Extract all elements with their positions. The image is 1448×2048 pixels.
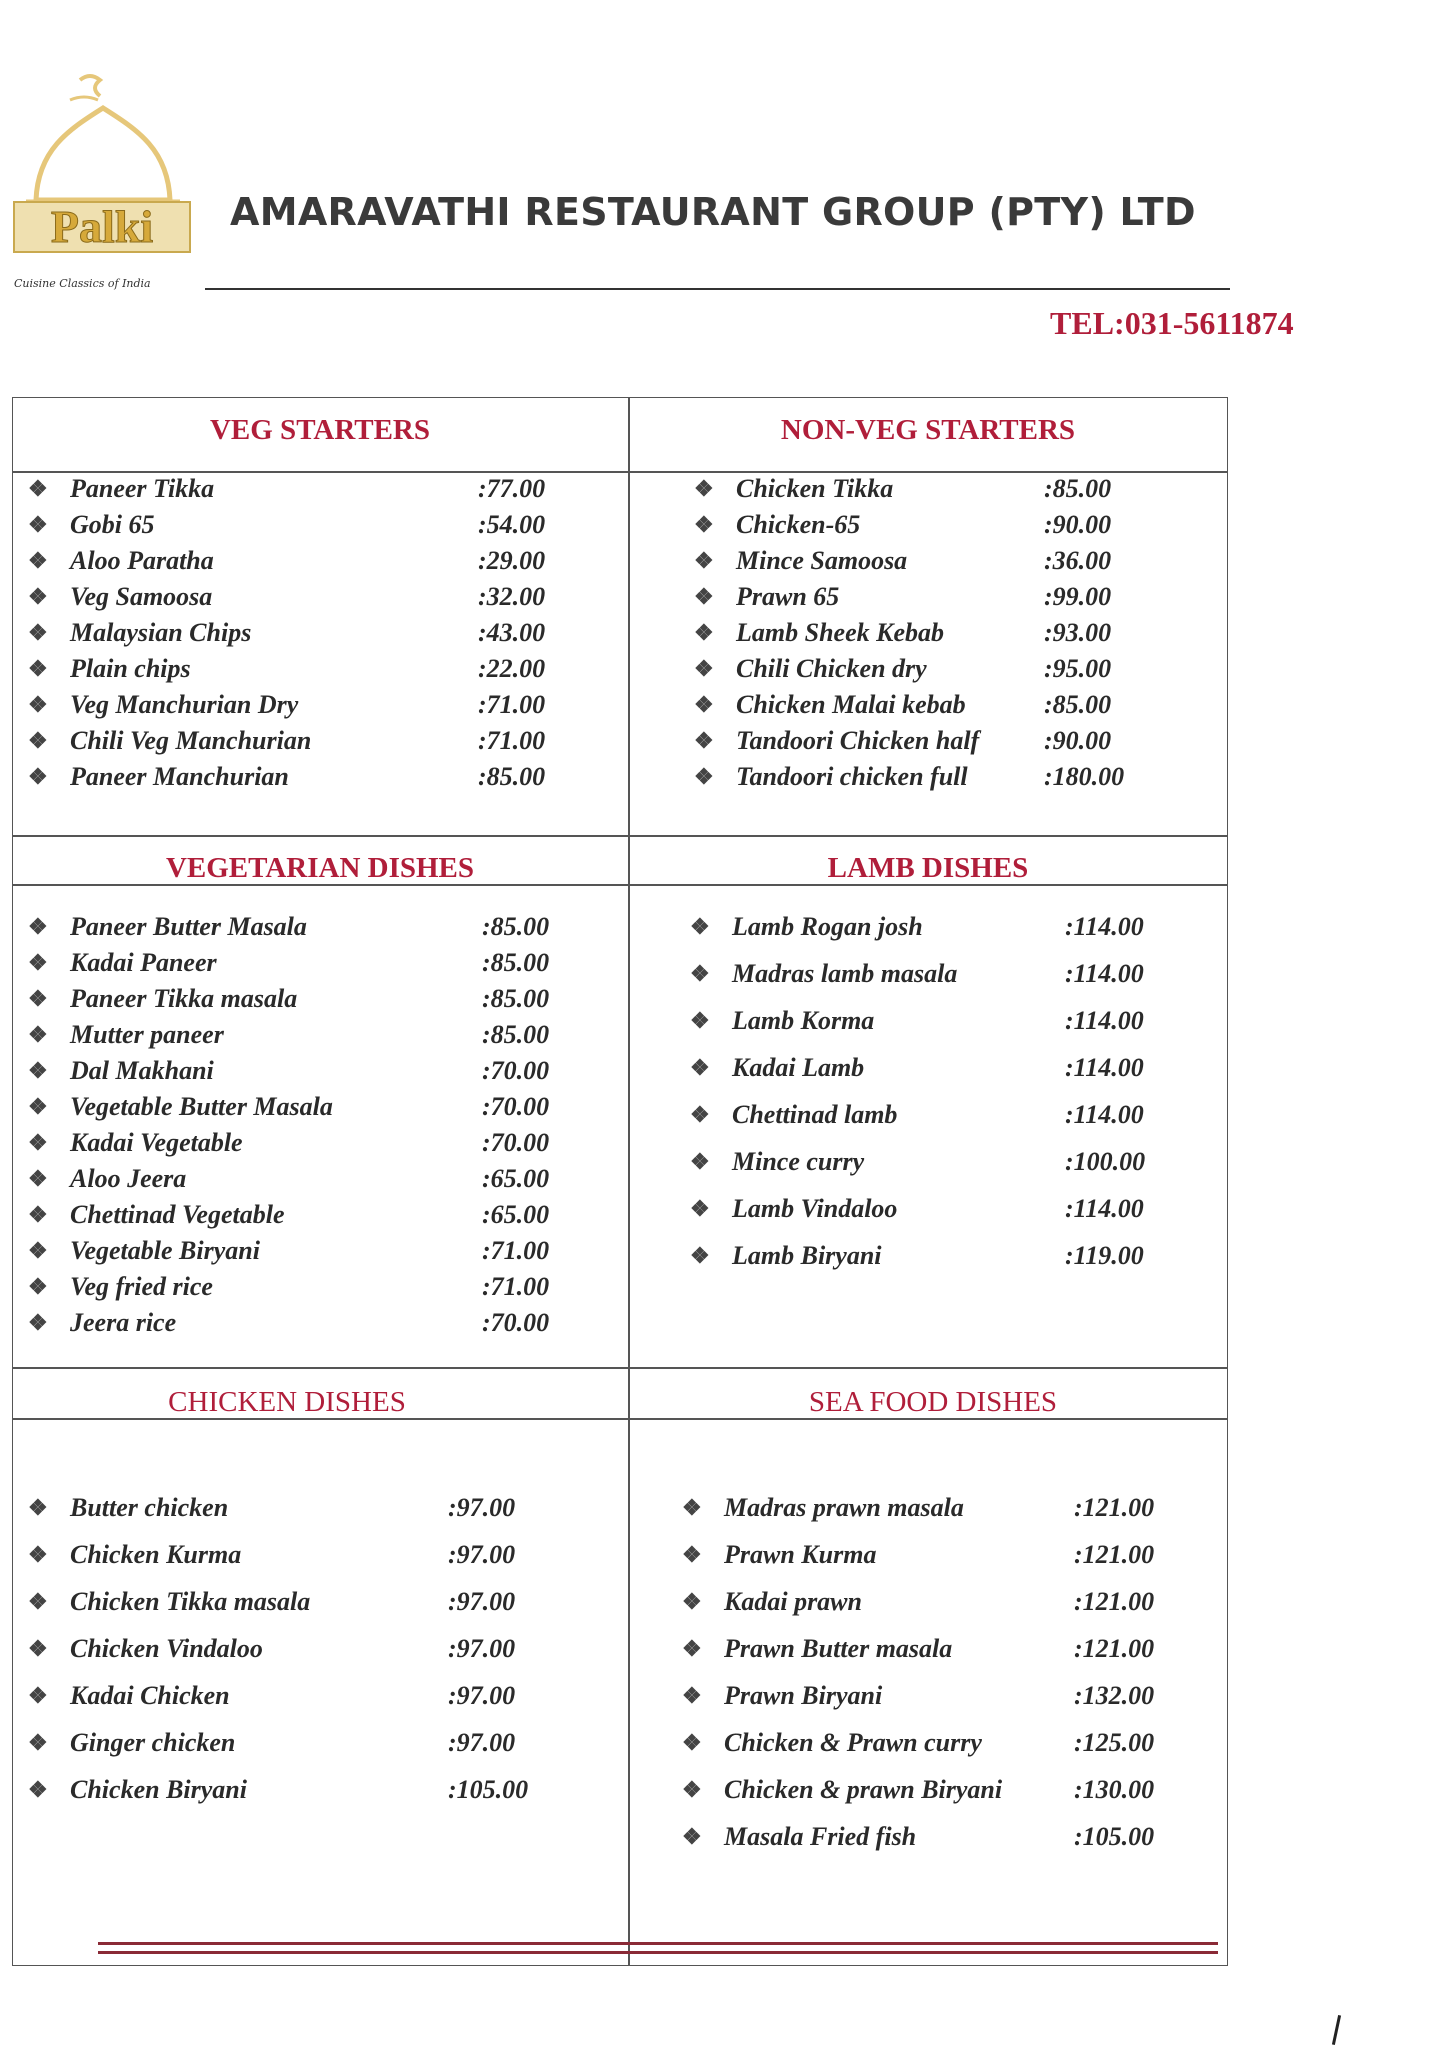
menu-item-price: :97.00 xyxy=(448,1681,516,1710)
diamond-bullet-icon: ❖ xyxy=(28,1683,48,1708)
menu-item-name: Ginger chicken xyxy=(70,1728,236,1757)
diamond-bullet-icon: ❖ xyxy=(28,548,48,573)
menu-item-name: Mutter paneer xyxy=(70,1020,224,1049)
diamond-bullet-icon: ❖ xyxy=(28,950,48,975)
menu-item-name: Lamb Rogan josh xyxy=(732,912,923,941)
diamond-bullet-icon: ❖ xyxy=(28,1202,48,1227)
diamond-bullet-icon: ❖ xyxy=(28,1310,48,1335)
menu-item-name: Chicken Biryani xyxy=(70,1775,247,1804)
menu-item-name: Lamb Sheek Kebab xyxy=(736,618,944,647)
menu-item-name: Mince curry xyxy=(732,1147,865,1176)
menu-item-name: Vegetable Biryani xyxy=(70,1236,260,1265)
diamond-bullet-icon: ❖ xyxy=(682,1683,702,1708)
menu-item-name: Aloo Paratha xyxy=(70,546,214,575)
menu-item-price: :65.00 xyxy=(482,1164,550,1193)
menu-item-name: Tandoori Chicken half xyxy=(736,726,980,755)
diamond-bullet-icon: ❖ xyxy=(690,1008,710,1033)
menu-item-price: :85.00 xyxy=(478,762,546,791)
menu-item-price: :121.00 xyxy=(1074,1587,1155,1616)
diamond-bullet-icon: ❖ xyxy=(690,1196,710,1221)
menu-item-name: Malaysian Chips xyxy=(70,618,252,647)
section-title-seafood-dishes: SEA FOOD DISHES xyxy=(808,1386,1058,1418)
diamond-bullet-icon: ❖ xyxy=(694,476,714,501)
company-name: AMARAVATHI RESTAURANT GROUP (PTY) LTD xyxy=(230,190,1196,234)
diamond-bullet-icon: ❖ xyxy=(28,986,48,1011)
menu-item-name: Chicken & Prawn curry xyxy=(724,1728,982,1757)
diamond-bullet-icon: ❖ xyxy=(694,764,714,789)
menu-item-name: Mince Samoosa xyxy=(736,546,908,575)
menu-item-name: Aloo Jeera xyxy=(70,1164,187,1193)
menu-item-name: Paneer Tikka xyxy=(70,474,215,503)
menu-item-name: Chicken Tikka masala xyxy=(70,1587,311,1616)
diamond-bullet-icon: ❖ xyxy=(690,961,710,986)
diamond-bullet-icon: ❖ xyxy=(694,728,714,753)
diamond-bullet-icon: ❖ xyxy=(694,656,714,681)
telephone: TEL:031-5611874 xyxy=(1050,305,1294,341)
menu-item-price: :43.00 xyxy=(478,618,546,647)
menu-item-name: Butter chicken xyxy=(70,1493,229,1522)
diamond-bullet-icon: ❖ xyxy=(28,914,48,939)
menu-item-name: Prawn Kurma xyxy=(724,1540,877,1569)
menu-item-name: Chicken Kurma xyxy=(70,1540,242,1569)
diamond-bullet-icon: ❖ xyxy=(682,1495,702,1520)
menu-item-price: :85.00 xyxy=(482,984,550,1013)
diamond-bullet-icon: ❖ xyxy=(28,1238,48,1263)
diamond-bullet-icon: ❖ xyxy=(694,548,714,573)
menu-item-name: Lamb Korma xyxy=(732,1006,875,1035)
diamond-bullet-icon: ❖ xyxy=(28,512,48,537)
menu-item-name: Kadai Vegetable xyxy=(70,1128,243,1157)
menu-item-name: Plain chips xyxy=(70,654,191,683)
menu-item-name: Paneer Butter Masala xyxy=(70,912,307,941)
diamond-bullet-icon: ❖ xyxy=(28,1022,48,1047)
diamond-bullet-icon: ❖ xyxy=(690,1102,710,1127)
diamond-bullet-icon: ❖ xyxy=(28,1094,48,1119)
menu-item-name: Veg Samoosa xyxy=(70,582,213,611)
diamond-bullet-icon: ❖ xyxy=(28,764,48,789)
menu-item-name: Kadai prawn xyxy=(724,1587,862,1616)
menu-item-price: :71.00 xyxy=(482,1236,550,1265)
pen-mark xyxy=(1332,2015,1341,2045)
logo-tagline: Cuisine Classics of India xyxy=(14,277,151,290)
menu-item-name: Masala Fried fish xyxy=(724,1822,917,1851)
menu-item-price: :32.00 xyxy=(478,582,546,611)
diamond-bullet-icon: ❖ xyxy=(682,1777,702,1802)
diamond-bullet-icon: ❖ xyxy=(28,476,48,501)
menu-item-price: :114.00 xyxy=(1065,1100,1144,1129)
menu-item-name: Kadai Chicken xyxy=(70,1681,230,1710)
menu-item-name: Chili Chicken dry xyxy=(736,654,927,683)
menu-item-name: Chicken Vindaloo xyxy=(70,1634,263,1663)
header-divider xyxy=(205,288,1230,290)
menu-item-price: :71.00 xyxy=(478,726,546,755)
section-title-nonveg-starters: NON-VEG STARTERS xyxy=(780,414,1076,446)
menu-item-price: :97.00 xyxy=(448,1587,516,1616)
logo-text: Palki xyxy=(50,201,154,252)
row-divider xyxy=(12,835,1228,837)
row-divider xyxy=(12,1367,1228,1369)
section-title-veg-starters: VEG STARTERS xyxy=(209,414,431,446)
menu-item-name: Madras lamb masala xyxy=(732,959,958,988)
menu-item-price: :180.00 xyxy=(1044,762,1125,791)
diamond-bullet-icon: ❖ xyxy=(682,1589,702,1614)
menu-item-price: :36.00 xyxy=(1044,546,1112,575)
menu-item-price: :97.00 xyxy=(448,1728,516,1757)
menu-item-price: :77.00 xyxy=(478,474,546,503)
diamond-bullet-icon: ❖ xyxy=(690,1055,710,1080)
menu-item-name: Prawn Biryani xyxy=(724,1681,883,1710)
menu-item-name: Chettinad Vegetable xyxy=(70,1200,285,1229)
menu-item-name: Gobi 65 xyxy=(70,510,155,539)
diamond-bullet-icon: ❖ xyxy=(28,692,48,717)
menu-item-name: Dal Makhani xyxy=(70,1056,214,1085)
diamond-bullet-icon: ❖ xyxy=(28,1495,48,1520)
menu-item-price: :85.00 xyxy=(482,1020,550,1049)
menu-item-name: Jeera rice xyxy=(70,1308,177,1337)
palki-logo xyxy=(8,70,198,302)
menu-item-price: :121.00 xyxy=(1074,1634,1155,1663)
menu-item-price: :22.00 xyxy=(478,654,546,683)
menu-item-name: Kadai Lamb xyxy=(732,1053,865,1082)
menu-item-price: :70.00 xyxy=(482,1056,550,1085)
diamond-bullet-icon: ❖ xyxy=(690,914,710,939)
menu-item-name: Madras prawn masala xyxy=(724,1493,964,1522)
menu-item-price: :105.00 xyxy=(448,1775,529,1804)
menu-item-name: Chicken-65 xyxy=(736,510,861,539)
diamond-bullet-icon: ❖ xyxy=(28,1058,48,1083)
menu-item-price: :121.00 xyxy=(1074,1493,1155,1522)
diamond-bullet-icon: ❖ xyxy=(694,620,714,645)
menu-item-price: :85.00 xyxy=(482,912,550,941)
diamond-bullet-icon: ❖ xyxy=(28,1274,48,1299)
diamond-bullet-icon: ❖ xyxy=(28,1166,48,1191)
menu-item-price: :70.00 xyxy=(482,1308,550,1337)
menu-item-price: :114.00 xyxy=(1065,1006,1144,1035)
diamond-bullet-icon: ❖ xyxy=(28,656,48,681)
menu-item-price: :100.00 xyxy=(1065,1147,1146,1176)
menu-item-name: Paneer Manchurian xyxy=(70,762,289,791)
menu-item-name: Chettinad lamb xyxy=(732,1100,898,1129)
menu-item-price: :93.00 xyxy=(1044,618,1112,647)
menu-item-price: :85.00 xyxy=(482,948,550,977)
diamond-bullet-icon: ❖ xyxy=(28,620,48,645)
diamond-bullet-icon: ❖ xyxy=(28,1777,48,1802)
menu-item-name: Veg fried rice xyxy=(70,1272,213,1301)
menu-item-price: :71.00 xyxy=(478,690,546,719)
menu-item-price: :65.00 xyxy=(482,1200,550,1229)
menu-item-price: :85.00 xyxy=(1044,690,1112,719)
menu-item-name: Chili Veg Manchurian xyxy=(70,726,312,755)
diamond-bullet-icon: ❖ xyxy=(28,1589,48,1614)
menu-item-price: :70.00 xyxy=(482,1092,550,1121)
menu-item-price: :119.00 xyxy=(1065,1241,1144,1270)
menu-item-price: :114.00 xyxy=(1065,959,1144,988)
menu-item-price: :99.00 xyxy=(1044,582,1112,611)
menu-item-price: :29.00 xyxy=(478,546,546,575)
menu-item-name: Lamb Vindaloo xyxy=(732,1194,898,1223)
menu-item-price: :97.00 xyxy=(448,1540,516,1569)
menu-item-name: Tandoori chicken full xyxy=(736,762,968,791)
menu-item-price: :71.00 xyxy=(482,1272,550,1301)
diamond-bullet-icon: ❖ xyxy=(28,584,48,609)
diamond-bullet-icon: ❖ xyxy=(28,1730,48,1755)
diamond-bullet-icon: ❖ xyxy=(682,1730,702,1755)
menu-item-name: Kadai Paneer xyxy=(70,948,217,977)
menu-item-price: :97.00 xyxy=(448,1634,516,1663)
menu-item-name: Lamb Biryani xyxy=(732,1241,882,1270)
section-title-chicken-dishes: CHICKEN DISHES xyxy=(168,1386,406,1418)
menu-item-price: :114.00 xyxy=(1065,912,1144,941)
menu-item-name: Chicken & prawn Biryani xyxy=(724,1775,1003,1804)
diamond-bullet-icon: ❖ xyxy=(28,1130,48,1155)
dome-logo-icon xyxy=(8,70,198,270)
diamond-bullet-icon: ❖ xyxy=(28,1542,48,1567)
menu-item-price: :121.00 xyxy=(1074,1540,1155,1569)
column-divider xyxy=(628,397,630,1966)
diamond-bullet-icon: ❖ xyxy=(28,728,48,753)
diamond-bullet-icon: ❖ xyxy=(694,584,714,609)
menu-item-name: Vegetable Butter Masala xyxy=(70,1092,333,1121)
menu-item-price: :114.00 xyxy=(1065,1053,1144,1082)
menu-item-price: :90.00 xyxy=(1044,726,1112,755)
diamond-bullet-icon: ❖ xyxy=(690,1243,710,1268)
section-title-lamb-dishes: LAMB DISHES xyxy=(827,852,1029,884)
section-title-vegetarian-dishes: VEGETARIAN DISHES xyxy=(165,852,475,884)
menu-item-price: :130.00 xyxy=(1074,1775,1155,1804)
diamond-bullet-icon: ❖ xyxy=(694,512,714,537)
menu-item-name: Prawn 65 xyxy=(736,582,840,611)
menu-item-price: :90.00 xyxy=(1044,510,1112,539)
menu-item-price: :114.00 xyxy=(1065,1194,1144,1223)
menu-item-name: Prawn Butter masala xyxy=(724,1634,953,1663)
menu-item-price: :70.00 xyxy=(482,1128,550,1157)
menu-item-price: :132.00 xyxy=(1074,1681,1155,1710)
menu-item-price: :85.00 xyxy=(1044,474,1112,503)
menu-item-price: :105.00 xyxy=(1074,1822,1155,1851)
menu-item-price: :54.00 xyxy=(478,510,546,539)
menu-item-name: Veg Manchurian Dry xyxy=(70,690,299,719)
diamond-bullet-icon: ❖ xyxy=(682,1542,702,1567)
diamond-bullet-icon: ❖ xyxy=(28,1636,48,1661)
menu-item-name: Chicken Malai kebab xyxy=(736,690,966,719)
menu-item-price: :95.00 xyxy=(1044,654,1112,683)
menu-item-name: Chicken Tikka xyxy=(736,474,894,503)
menu-item-name: Paneer Tikka masala xyxy=(70,984,298,1013)
menu-item-price: :125.00 xyxy=(1074,1728,1155,1757)
diamond-bullet-icon: ❖ xyxy=(682,1636,702,1661)
diamond-bullet-icon: ❖ xyxy=(694,692,714,717)
row-divider xyxy=(12,471,1228,473)
diamond-bullet-icon: ❖ xyxy=(682,1824,702,1849)
menu-item-price: :97.00 xyxy=(448,1493,516,1522)
footer-rule xyxy=(98,1942,1218,1954)
diamond-bullet-icon: ❖ xyxy=(690,1149,710,1174)
